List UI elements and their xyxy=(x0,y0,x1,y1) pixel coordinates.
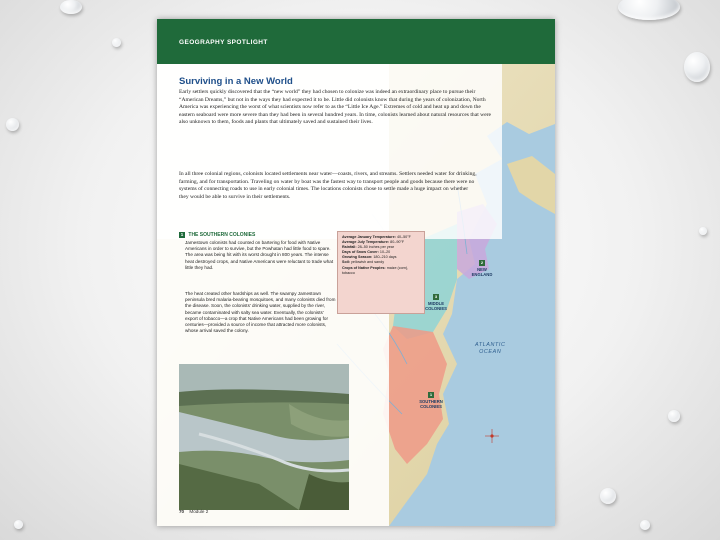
region-number-badge: 3 xyxy=(434,294,438,299)
region-number-badge: 2 xyxy=(480,260,484,265)
section-banner xyxy=(157,19,555,64)
section-paragraph: Jamestown colonists had counted on bartering for food with Native Americans in order to survive, but the Powhatan had little food to spare. The area was being hit with its worst drought in 800 years. The intense heat destroyed crops, and Native Americans were reluctant to trade what little they had. xyxy=(185,240,334,270)
water-drop-decoration xyxy=(668,410,680,422)
section-number-badge: 1 xyxy=(180,232,184,237)
page-number: 70 xyxy=(179,509,185,514)
banner-title: GEOGRAPHY SPOTLIGHT xyxy=(179,39,268,46)
textbook-page xyxy=(157,19,555,526)
water-drop-decoration xyxy=(112,38,121,47)
page-footer xyxy=(179,509,208,514)
section-heading-text: THE SOUTHERN COLONIES xyxy=(188,232,256,238)
jamestown-photo xyxy=(179,364,349,510)
region-number-badge: 1 xyxy=(429,392,433,397)
water-drop-decoration xyxy=(684,52,710,82)
info-row: Soil: yellowish and sandy xyxy=(342,260,385,265)
info-row: Crops of Native Peoples: maize (corn), tobacco xyxy=(342,265,409,275)
southern-colonies-label: 1 SOUTHERN COLONIES xyxy=(419,392,443,409)
water-drop-decoration xyxy=(60,0,82,14)
middle-colonies-label: 3 MIDDLE COLONIES xyxy=(425,294,447,311)
info-row: Average July Temperature: 80–90°F xyxy=(342,240,405,245)
article-paragraph: In all three colonial regions, colonists located settlements near water—coasts, rivers, and streams. Settlers needed water for drinking, farming, and for transportation. Traveling on water by boat was the fastest way to transport people and goods because there were no systems of connecting roads to use in early colonial times. The locations colonists chose to settle made a huge impact on whether they would be able to survive in their settlements. xyxy=(179,171,477,200)
water-drop-decoration xyxy=(6,118,19,131)
water-drop-decoration xyxy=(618,0,680,20)
info-row: Days of Snow Cover: 10–20 xyxy=(342,250,391,255)
new-england-label: 2 NEW ENGLAND xyxy=(471,260,493,277)
climate-info-box xyxy=(337,231,425,314)
water-drop-decoration xyxy=(14,520,23,529)
atlantic-ocean-label: ATLANTIC OCEAN xyxy=(475,342,506,355)
water-drop-decoration xyxy=(600,488,616,504)
info-row: Growing Season: 180–210 days xyxy=(342,255,397,260)
section-heading xyxy=(179,232,255,238)
module-label: Module 2 xyxy=(189,509,209,514)
water-drop-decoration xyxy=(640,520,650,530)
section-paragraph: The heat created other hardships as well. The swampy Jamestown peninsula bred malaria-bearing mosquitoes, and many colonists died from the disease. Soon, the colonists’ drinking water, supplied by the river, became contaminated with salty sea water. Eventually, the colonists’ export of tobacco—a crop that Native Americans had been growing for centuries—provided a source of income that attracted more colonists, whose arrival saved the colony. xyxy=(185,291,336,334)
water-drop-decoration xyxy=(699,227,707,235)
info-row: Rainfall: 28–50 inches per year xyxy=(342,245,395,250)
article-title: Surviving in a New World xyxy=(179,76,293,87)
article-paragraph: Early settlers quickly discovered that the “new world” they had chosen to colonize was indeed an extraordinary place to pursue their “American Dreams,” but not in the ways they had expected it to be. Little did colonists know that during the years of colonization, North America was experiencing the worst of what scientists now refer to as the “Little Ice Age.” Extremes of cold and heat up and down the eastern seaboard were more severe than they had been in several hundred years. In time, colonists learned about natural resources that were also unknown to them, foods and plants that ultimately saved and sustained their lives. xyxy=(179,89,492,126)
info-row: Average January Temperature: 40–50°F xyxy=(342,235,411,239)
